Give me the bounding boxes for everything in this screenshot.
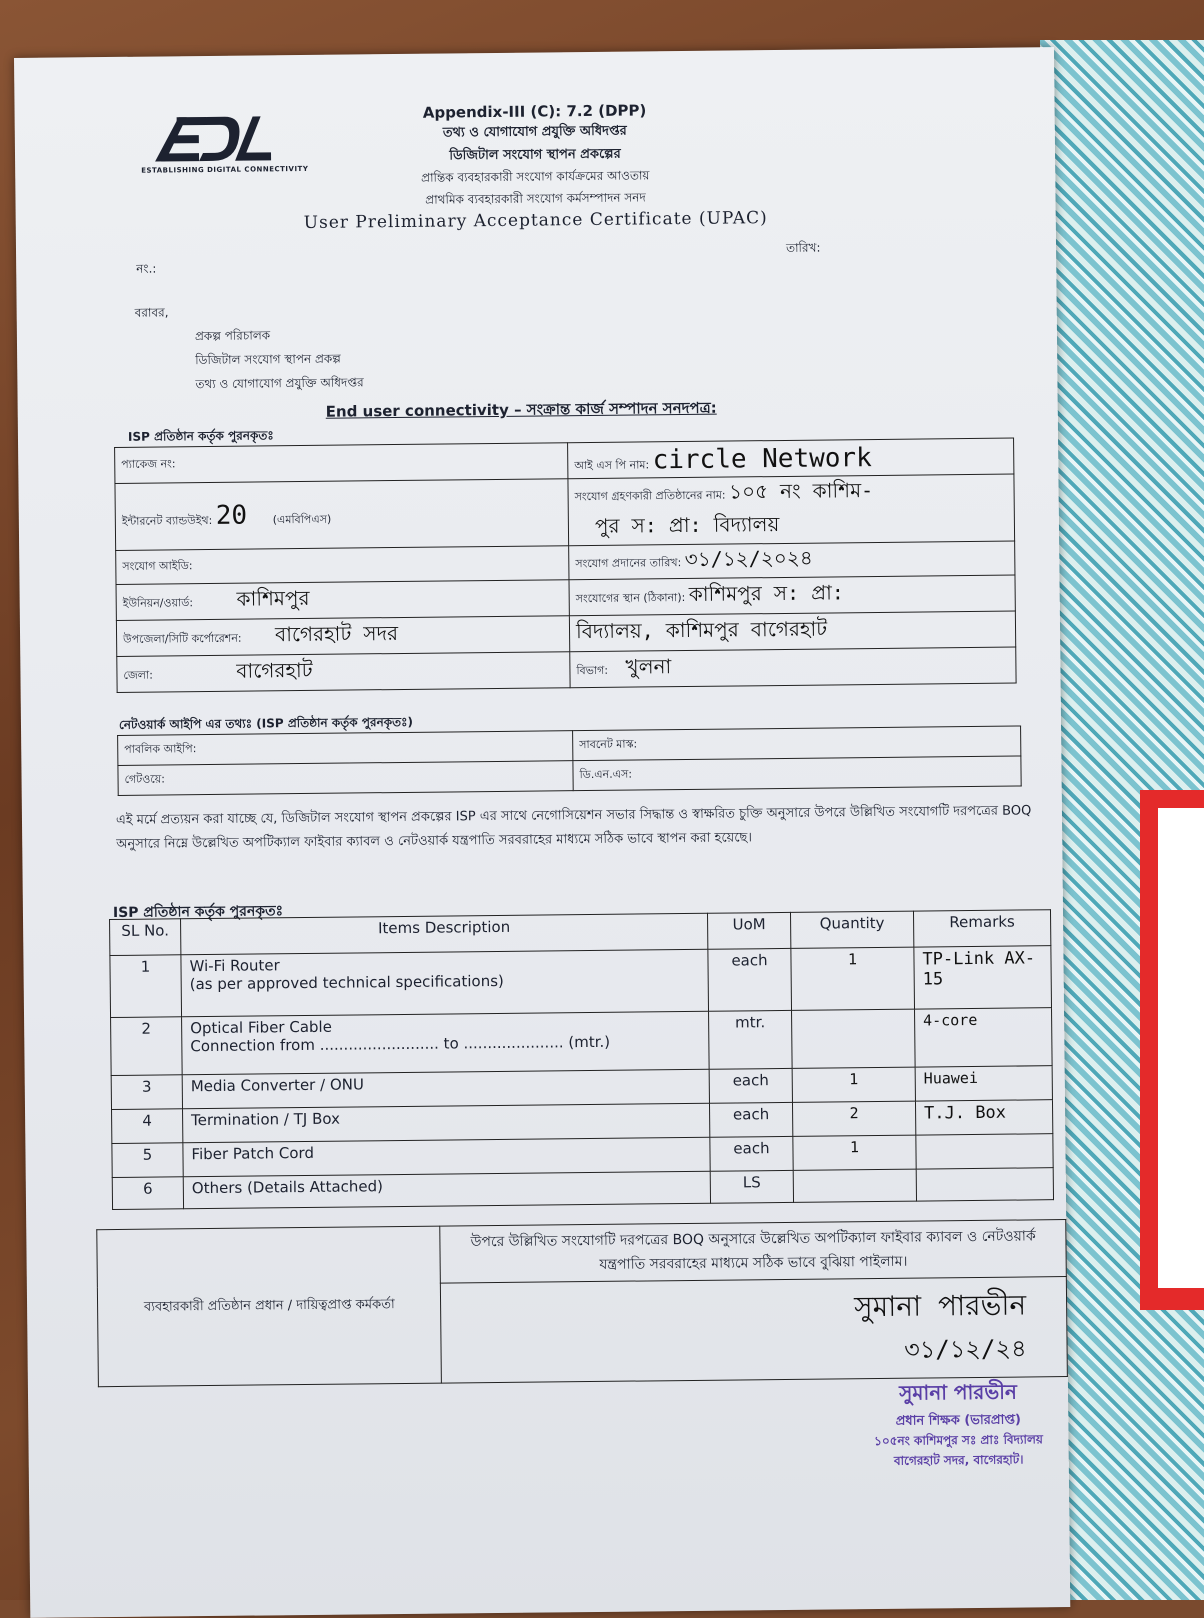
row-desc-detail: (as per approved technical specifications)	[189, 971, 504, 994]
connection-table	[114, 438, 1017, 693]
signatory-role: ব্যবহারকারী প্রতিষ্ঠান প্রধান / দায়িত্বপ্রাপ্ত কর্মকর্তা	[97, 1226, 442, 1387]
isp-name-value: circle Network	[652, 442, 872, 475]
stamp-title: প্রধান শিক্ষক (ভারপ্রাপ্ত)	[895, 1412, 1022, 1429]
row-sl: 1	[110, 955, 182, 1018]
signature-table	[96, 1219, 1068, 1387]
project-name: ডিজিটাল সংযোগ স্থাপন প্রকল্পের	[449, 146, 621, 164]
bandwidth-label: ইন্টারনেট ব্যান্ডউইথ:	[121, 513, 213, 528]
items-title: ISP প্রতিষ্ঠান কর্তৃক পুরনকৃতঃ	[112, 903, 284, 922]
division-label: বিভাগ:	[576, 663, 609, 678]
row-desc: Media Converter / ONU	[182, 1069, 709, 1109]
row-desc: Others (Details Attached)	[183, 1171, 710, 1209]
row-remarks	[916, 1168, 1053, 1201]
row-remarks: TP-Link AX-15	[914, 946, 1052, 1009]
connection-id-label: সংযোগ আইডি:	[122, 559, 193, 573]
row-sl: 3	[111, 1075, 182, 1110]
subnet-label: সাবনেট মাস্ক:	[579, 737, 638, 752]
header-remarks: Remarks	[913, 910, 1050, 947]
signature-date: ৩১/১২/২৪	[903, 1334, 1027, 1364]
district-label: জেলা:	[123, 668, 153, 682]
stamp-name: সুমানা পারভীন	[899, 1379, 1018, 1405]
network-table	[117, 725, 1022, 795]
dept-name: তথ্য ও যোগাযোগ প্রযুক্তি অধিদপ্তর	[442, 123, 627, 141]
row-qty: 1	[792, 1067, 915, 1102]
network-title: নেটওয়ার্ক আইপি এর তথ্যঃ (ISP প্রতিষ্ঠান কর্তৃক পুরনকৃতঃ)	[118, 714, 414, 732]
header-qty: Quantity	[790, 911, 913, 948]
union-value: কাশিমপুর	[236, 585, 310, 611]
table-row	[111, 1008, 1053, 1076]
public-ip-label: পাবলিক আইপি:	[124, 742, 197, 756]
place-label: সংযোগের স্থান (ঠিকানা):	[575, 591, 686, 606]
upazila-label: উপজেলা/সিটি কর্পোরেশন:	[123, 631, 242, 646]
row-desc: Fiber Patch Cord	[183, 1137, 710, 1177]
isp-name-label: আই এস পি নাম:	[574, 457, 650, 472]
signature: সুমানা পারভীন	[853, 1288, 1027, 1324]
address-to: বরাবর,	[134, 305, 169, 320]
row-sl: 6	[112, 1177, 183, 1210]
row-qty: 1	[791, 947, 915, 1010]
row-uom: each	[709, 1068, 792, 1103]
place-value-2: বিদ্যালয়, কাশিমপুর বাগেরহাট	[575, 616, 828, 644]
row-qty: 1	[793, 1135, 916, 1170]
recipient-value-2: পুর স: প্রা: বিদ্যালয়	[594, 512, 780, 538]
bandwidth-value: 20	[215, 500, 248, 531]
connection-date-value: ৩১/১২/২০২৪	[684, 545, 813, 572]
package-label: প্যাকেজ নং:	[121, 457, 176, 471]
table-row	[110, 946, 1052, 1018]
gateway-label: গেটওয়ে:	[124, 772, 166, 786]
header-sl: SL No.	[110, 919, 181, 956]
row-remarks	[916, 1134, 1053, 1169]
row-uom: mtr.	[709, 1010, 793, 1069]
bandwidth-unit: (এমবিপিএস)	[272, 512, 332, 527]
district-value: বাগেরহাট	[236, 657, 313, 683]
place-value-1: কাশিমপুর স: প্রা:	[688, 580, 845, 606]
row-remarks: Huawei	[915, 1066, 1052, 1101]
row-sl: 2	[111, 1017, 183, 1076]
row-desc-detail: Connection from ......................... to ..................... (mtr.)	[190, 1032, 611, 1056]
row-uom: each	[710, 1136, 793, 1171]
address-line-1: প্রকল্প পরিচালক	[194, 328, 271, 344]
address-line-2: ডিজিটাল সংযোগ স্থাপন প্রকল্প	[195, 351, 341, 368]
receipt-statement: উপরে উল্লিখিত সংযোগটি দরপত্রের BOQ অনুসারে উল্লেখিত অপটিক্যাল ফাইবার ক্যাবল ও নেটওয়ার্ক যন্ত্রপাতি সরবরাহের মাধ্যমে সঠিক ভাবে বুঝিয়া পাইলাম।	[440, 1220, 1066, 1284]
stamp-school: ১০৫নং কাশিমপুর সঃ প্রাঃ বিদ্যালয়	[874, 1432, 1043, 1449]
ref-no-label: নং.:	[136, 261, 157, 276]
recipient-value-1: ১০৫ নং কাশিম-	[728, 478, 874, 504]
cert-title-en: User Preliminary Acceptance Certificate (UPAC)	[303, 208, 768, 233]
union-label: ইউনিয়ন/ওয়ার্ড:	[122, 596, 194, 610]
date-label: তারিখ:	[785, 240, 821, 255]
row-qty: 2	[792, 1101, 915, 1136]
items-table	[109, 909, 1054, 1210]
recipient-label: সংযোগ গ্রহণকারী প্রতিষ্ঠানের নাম:	[574, 488, 726, 504]
dns-label: ডি.এন.এস:	[579, 767, 633, 782]
row-uom: each	[709, 1102, 792, 1137]
row-sl: 5	[112, 1143, 183, 1178]
section-title: End user connectivity – সংক্রান্ত কার্জ সম্পাদন সনদপত্র:	[325, 398, 717, 421]
appendix-ref: Appendix-III (C): 7.2 (DPP)	[422, 101, 647, 122]
scope-line: প্রান্তিক ব্যবহারকারী সংযোগ কার্যক্রমের আওতায়	[420, 168, 650, 185]
row-remarks: 4-core	[915, 1008, 1053, 1067]
official-stamp	[838, 1377, 1079, 1474]
certification-note: এই মর্মে প্রত্যয়ন করা যাচ্ছে যে, ডিজিটাল সংযোগ স্থাপন প্রকল্পের ISP এর সাথে নেগোসিয়েশন সভার সিদ্ধান্ত ও স্বাক্ষরিত চুক্তি অনুসারে উপরে উল্লিখিত সংযোগটি দরপত্রের BOQ অনুসারে নিম্নে উল্লেখিত অপটিক্যাল ফাইবার ক্যাবল ও নেটওয়ার্ক যন্ত্রপাতি সরবরাহের মাধ্যমে সঠিক ভাবে স্থাপন করা হয়েছে।	[115, 803, 1032, 852]
row-desc: Termination / TJ Box	[183, 1103, 710, 1143]
upazila-value: বাগেরহাট সদর	[274, 621, 399, 647]
row-desc: Wi-Fi Router	[189, 956, 280, 976]
address-line-3: তথ্য ও যোগাযোগ প্রযুক্তি অধিদপ্তর	[195, 375, 364, 392]
logo-subtitle: ESTABLISHING DIGITAL CONNECTIVITY	[141, 164, 309, 175]
certificate-paper	[14, 47, 1070, 1618]
row-uom: each	[708, 948, 792, 1011]
row-remarks: T.J. Box	[915, 1100, 1052, 1135]
isp-fill-label: ISP প্রতিষ্ঠান কর্তৃক পুরনকৃতঃ	[127, 428, 274, 444]
red-card-inner	[1158, 808, 1204, 1288]
row-uom: LS	[710, 1170, 793, 1203]
row-qty	[792, 1009, 916, 1068]
row-qty	[793, 1169, 916, 1202]
header-desc: Items Description	[181, 913, 708, 955]
header-uom: UoM	[707, 912, 790, 949]
row-sl: 4	[112, 1109, 183, 1144]
stamp-place: বাগেরহাট সদর, বাগেরহাট।	[893, 1452, 1024, 1468]
cert-title-bn: প্রাথমিক ব্যবহারকারী সংযোগ কর্মসম্পাদন সনদ	[425, 190, 646, 207]
row-desc: Optical Fiber Cable	[190, 1017, 332, 1038]
division-value: খুলনা	[625, 654, 672, 679]
connection-date-label: সংযোগ প্রদানের তারিখ:	[575, 556, 682, 571]
